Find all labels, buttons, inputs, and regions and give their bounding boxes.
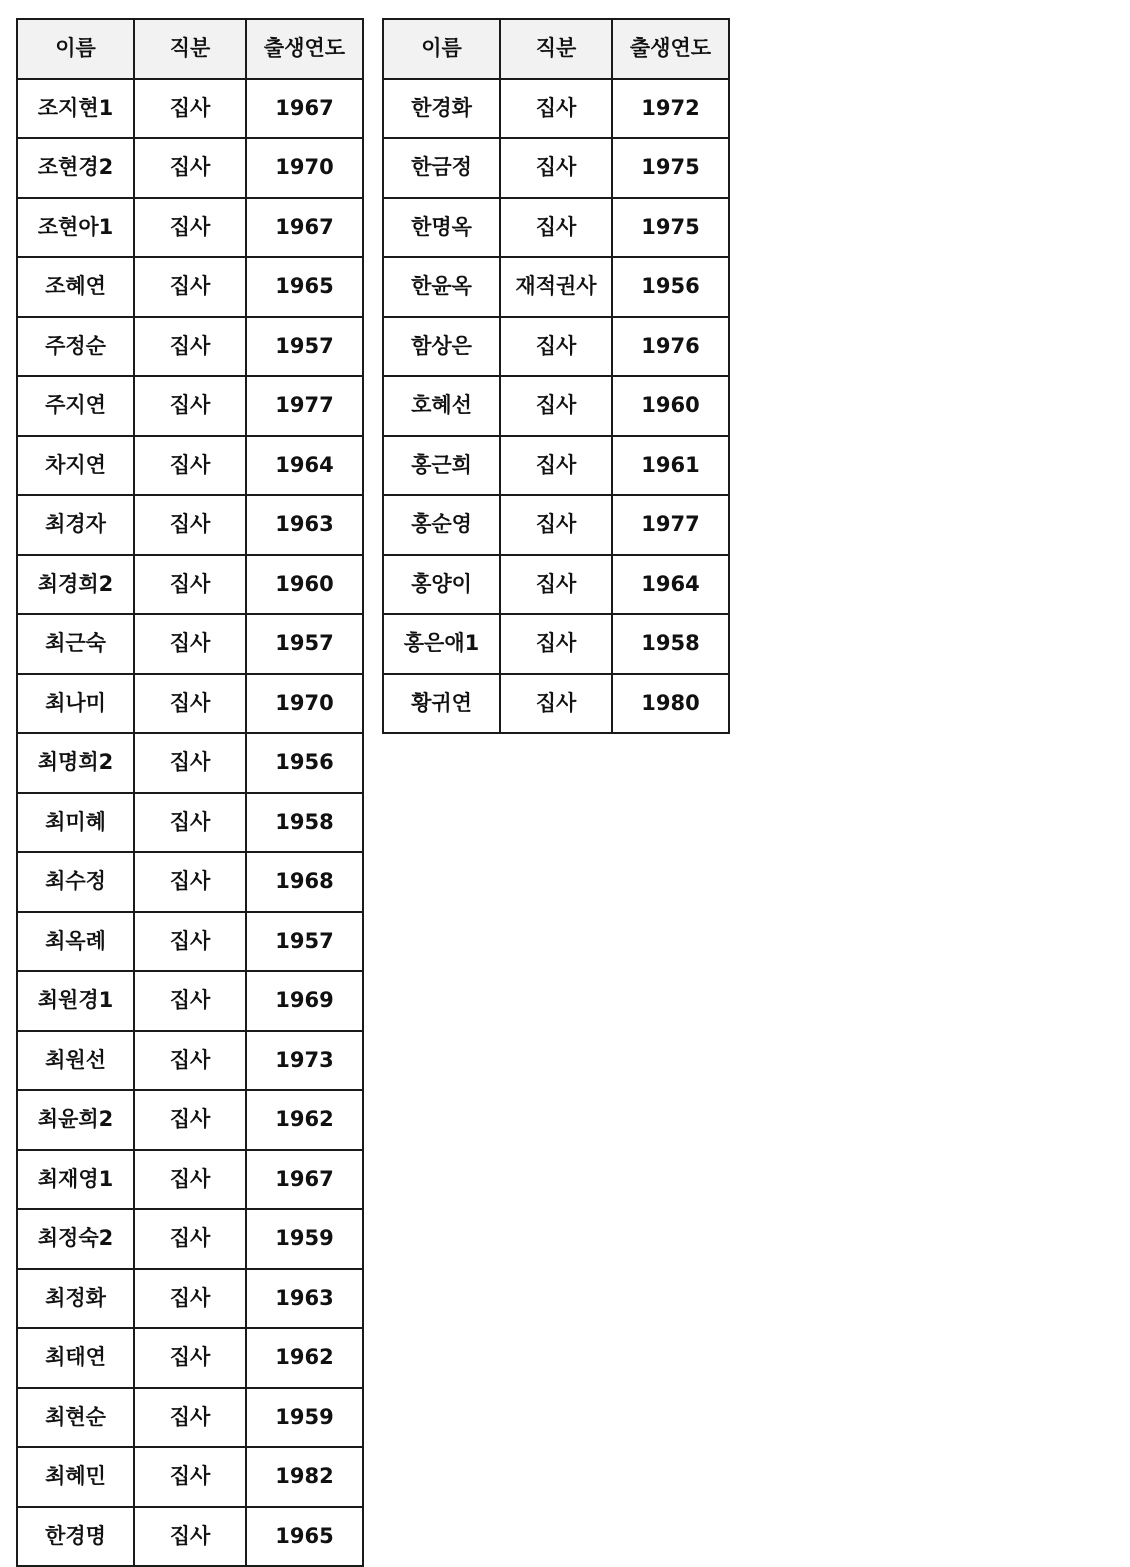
header-role: 직분 — [500, 19, 612, 79]
name-cell: 한명옥 — [383, 198, 500, 258]
table-row — [17, 614, 363, 674]
role-cell: 집사 — [134, 495, 246, 555]
role-cell: 집사 — [500, 495, 612, 555]
role-cell: 집사 — [500, 614, 612, 674]
role-cell: 집사 — [134, 1328, 246, 1388]
name-cell: 최태연 — [17, 1328, 134, 1388]
birth-year-cell: 1957 — [246, 912, 363, 972]
birth-year-cell: 1960 — [246, 555, 363, 615]
birth-year-cell: 1970 — [246, 674, 363, 734]
role-cell: 집사 — [134, 674, 246, 734]
table-row — [17, 733, 363, 793]
birth-year-cell: 1965 — [246, 257, 363, 317]
birth-year-cell: 1975 — [612, 198, 729, 258]
role-cell: 집사 — [134, 1090, 246, 1150]
table-row — [17, 1150, 363, 1210]
table-row — [383, 79, 729, 139]
table-row — [383, 674, 729, 734]
table-row — [17, 1269, 363, 1329]
role-cell: 집사 — [134, 912, 246, 972]
name-cell: 조현아1 — [17, 198, 134, 258]
table-row — [17, 1447, 363, 1507]
name-cell: 최경희2 — [17, 555, 134, 615]
role-cell: 집사 — [500, 555, 612, 615]
table-body — [17, 79, 363, 1567]
table-row — [17, 79, 363, 139]
table-row — [383, 495, 729, 555]
birth-year-cell: 1967 — [246, 79, 363, 139]
role-cell: 집사 — [134, 198, 246, 258]
birth-year-cell: 1964 — [246, 436, 363, 496]
birth-year-cell: 1959 — [246, 1209, 363, 1269]
name-cell: 최명희2 — [17, 733, 134, 793]
birth-year-cell: 1958 — [246, 793, 363, 853]
role-cell: 집사 — [134, 971, 246, 1031]
role-cell: 집사 — [134, 436, 246, 496]
role-cell: 집사 — [134, 138, 246, 198]
header-row — [383, 19, 729, 79]
birth-year-cell: 1964 — [612, 555, 729, 615]
birth-year-cell: 1962 — [246, 1328, 363, 1388]
birth-year-cell: 1977 — [246, 376, 363, 436]
role-cell: 집사 — [500, 436, 612, 496]
table-row — [17, 198, 363, 258]
table-row — [383, 138, 729, 198]
name-cell: 최원경1 — [17, 971, 134, 1031]
birth-year-cell: 1957 — [246, 317, 363, 377]
name-cell: 차지연 — [17, 436, 134, 496]
table-row — [17, 1090, 363, 1150]
birth-year-cell: 1956 — [612, 257, 729, 317]
birth-year-cell: 1975 — [612, 138, 729, 198]
table-row — [17, 257, 363, 317]
table-row — [17, 793, 363, 853]
role-cell: 집사 — [134, 1209, 246, 1269]
name-cell: 최정화 — [17, 1269, 134, 1329]
birth-year-cell: 1957 — [246, 614, 363, 674]
table-row — [383, 614, 729, 674]
birth-year-cell: 1956 — [246, 733, 363, 793]
table-row — [17, 376, 363, 436]
name-cell: 주정순 — [17, 317, 134, 377]
birth-year-cell: 1969 — [246, 971, 363, 1031]
role-cell: 집사 — [134, 1269, 246, 1329]
role-cell: 집사 — [134, 1507, 246, 1567]
name-cell: 최옥례 — [17, 912, 134, 972]
member-table-right — [382, 18, 730, 734]
header-birth-year: 출생연도 — [612, 19, 729, 79]
table-row — [383, 555, 729, 615]
name-cell: 주지연 — [17, 376, 134, 436]
name-cell: 한경명 — [17, 1507, 134, 1567]
table-row — [383, 198, 729, 258]
table-row — [17, 138, 363, 198]
name-cell: 홍근희 — [383, 436, 500, 496]
name-cell: 최원선 — [17, 1031, 134, 1091]
role-cell: 집사 — [500, 674, 612, 734]
name-cell: 한경화 — [383, 79, 500, 139]
name-cell: 최윤희2 — [17, 1090, 134, 1150]
birth-year-cell: 1973 — [246, 1031, 363, 1091]
table-row — [17, 317, 363, 377]
role-cell: 집사 — [134, 1447, 246, 1507]
name-cell: 한금정 — [383, 138, 500, 198]
name-cell: 호혜선 — [383, 376, 500, 436]
role-cell: 집사 — [134, 317, 246, 377]
table-row — [383, 257, 729, 317]
birth-year-cell: 1967 — [246, 198, 363, 258]
birth-year-cell: 1972 — [612, 79, 729, 139]
birth-year-cell: 1963 — [246, 1269, 363, 1329]
role-cell: 집사 — [134, 1150, 246, 1210]
name-cell: 최미혜 — [17, 793, 134, 853]
name-cell: 최정숙2 — [17, 1209, 134, 1269]
birth-year-cell: 1976 — [612, 317, 729, 377]
role-cell: 집사 — [500, 79, 612, 139]
table-body — [383, 79, 729, 734]
name-cell: 조혜연 — [17, 257, 134, 317]
role-cell: 집사 — [134, 79, 246, 139]
name-cell: 최경자 — [17, 495, 134, 555]
role-cell: 집사 — [134, 1388, 246, 1448]
role-cell: 집사 — [134, 555, 246, 615]
name-cell: 홍은애1 — [383, 614, 500, 674]
header-name: 이름 — [17, 19, 134, 79]
header-birth-year: 출생연도 — [246, 19, 363, 79]
birth-year-cell: 1958 — [612, 614, 729, 674]
name-cell: 홍순영 — [383, 495, 500, 555]
birth-year-cell: 1963 — [246, 495, 363, 555]
role-cell: 집사 — [134, 793, 246, 853]
birth-year-cell: 1965 — [246, 1507, 363, 1567]
birth-year-cell: 1967 — [246, 1150, 363, 1210]
member-table-left — [16, 18, 364, 1567]
name-cell: 조현경2 — [17, 138, 134, 198]
role-cell: 집사 — [134, 852, 246, 912]
birth-year-cell: 1970 — [246, 138, 363, 198]
name-cell: 최재영1 — [17, 1150, 134, 1210]
name-cell: 최현순 — [17, 1388, 134, 1448]
role-cell: 집사 — [500, 198, 612, 258]
role-cell: 집사 — [134, 376, 246, 436]
name-cell: 홍양이 — [383, 555, 500, 615]
table-row — [17, 1209, 363, 1269]
table-row — [17, 495, 363, 555]
birth-year-cell: 1962 — [246, 1090, 363, 1150]
header-row — [17, 19, 363, 79]
name-cell: 최근숙 — [17, 614, 134, 674]
name-cell: 최나미 — [17, 674, 134, 734]
table-row — [17, 852, 363, 912]
header-role: 직분 — [134, 19, 246, 79]
header-name: 이름 — [383, 19, 500, 79]
role-cell: 집사 — [134, 733, 246, 793]
table-row — [17, 971, 363, 1031]
birth-year-cell: 1980 — [612, 674, 729, 734]
role-cell: 집사 — [134, 1031, 246, 1091]
role-cell: 집사 — [500, 317, 612, 377]
role-cell: 재적권사 — [500, 257, 612, 317]
table-row — [17, 1507, 363, 1567]
role-cell: 집사 — [500, 376, 612, 436]
birth-year-cell: 1959 — [246, 1388, 363, 1448]
birth-year-cell: 1977 — [612, 495, 729, 555]
name-cell: 최혜민 — [17, 1447, 134, 1507]
table-row — [17, 1388, 363, 1448]
role-cell: 집사 — [134, 257, 246, 317]
name-cell: 황귀연 — [383, 674, 500, 734]
name-cell: 조지현1 — [17, 79, 134, 139]
birth-year-cell: 1960 — [612, 376, 729, 436]
role-cell: 집사 — [500, 138, 612, 198]
name-cell: 한윤옥 — [383, 257, 500, 317]
role-cell: 집사 — [134, 614, 246, 674]
name-cell: 함상은 — [383, 317, 500, 377]
table-row — [17, 555, 363, 615]
table-row — [17, 912, 363, 972]
table-row — [383, 436, 729, 496]
table-row — [383, 317, 729, 377]
birth-year-cell: 1961 — [612, 436, 729, 496]
table-row — [17, 436, 363, 496]
table-row — [383, 376, 729, 436]
birth-year-cell: 1982 — [246, 1447, 363, 1507]
table-row — [17, 1328, 363, 1388]
name-cell: 최수정 — [17, 852, 134, 912]
birth-year-cell: 1968 — [246, 852, 363, 912]
table-row — [17, 1031, 363, 1091]
table-row — [17, 674, 363, 734]
